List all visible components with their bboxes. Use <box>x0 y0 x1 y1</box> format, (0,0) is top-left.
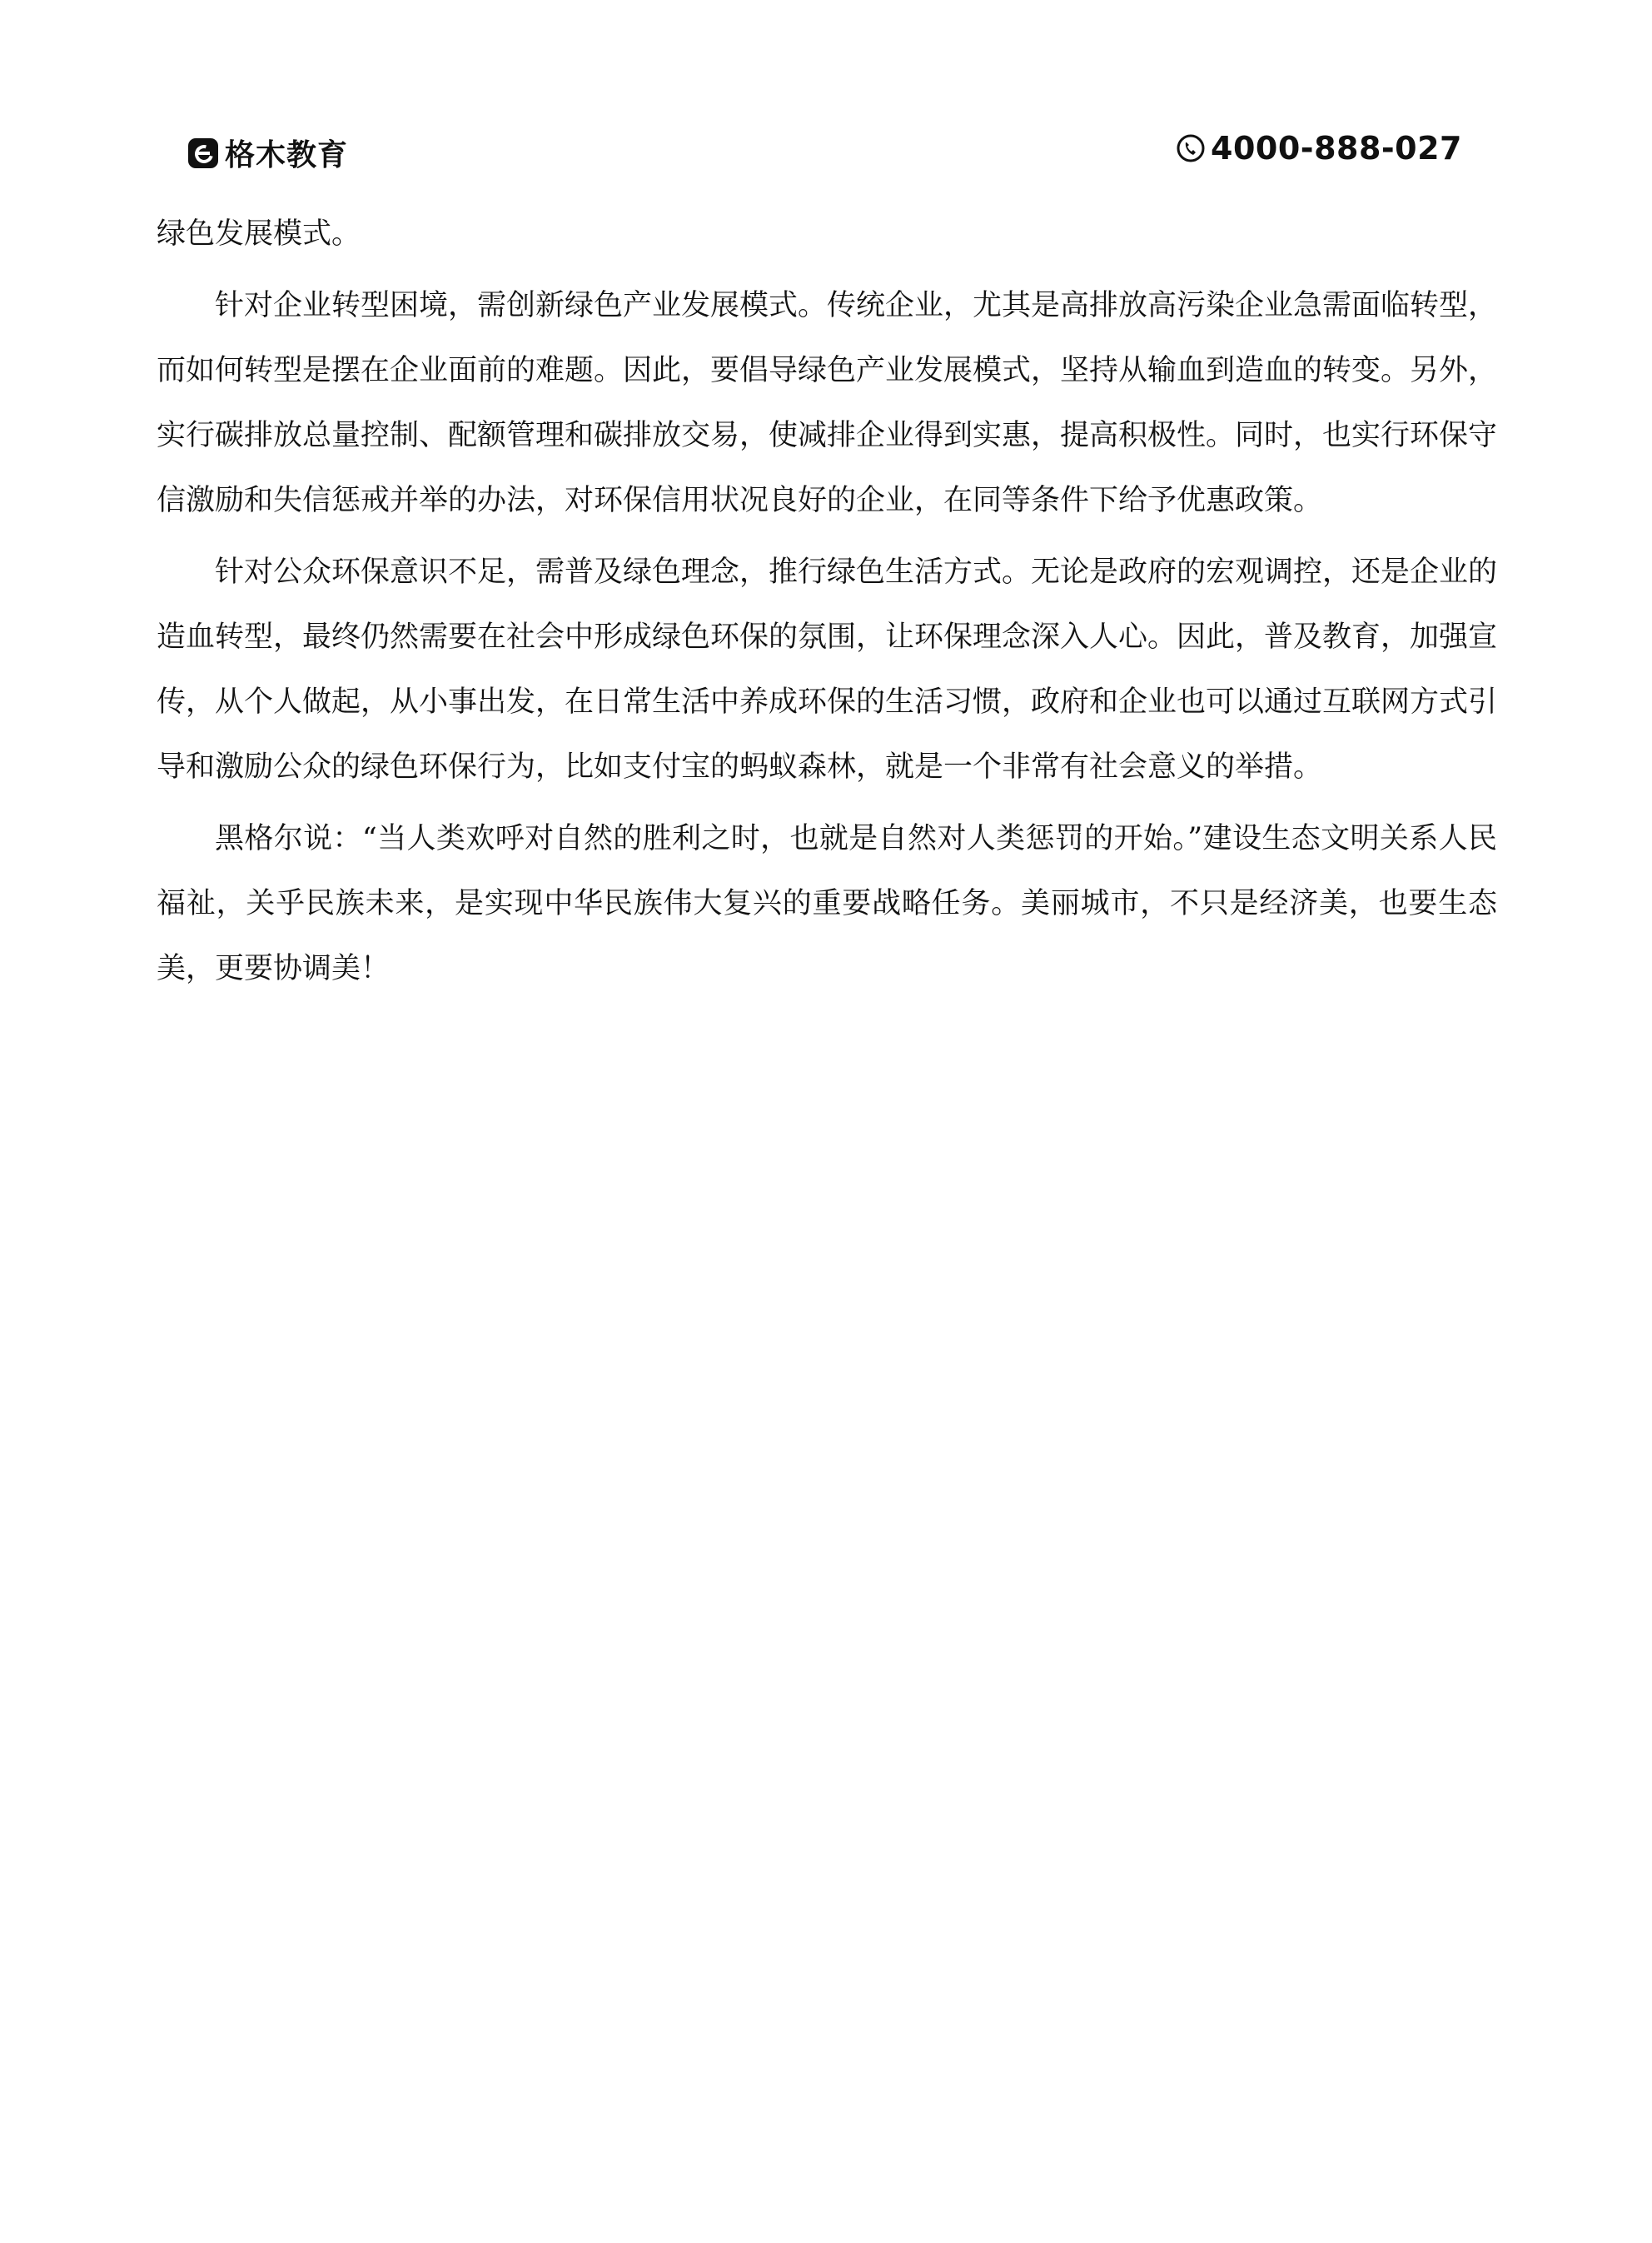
paragraph-continuation: 绿色发展模式。 <box>157 217 361 251</box>
phone-number: 4000-888-027 <box>1211 130 1462 167</box>
document-body <box>157 202 1497 1008</box>
paragraph-green-lifestyle: 针对公众环保意识不足，需普及绿色理念，推行绿色生活方式。无论是政府的宏观调控，还是企业的造血转型，最终仍然需要在社会中形成绿色环保的氛围，让环保理念深入人心。因此，普及教育，加强宣传，从个人做起，从小事出发，在日常生活中养成环保的生活习惯，政府和企业也可以通过互联网方式引导和激励公众的绿色环保行为，比如支付宝的蚂蚁森林，就是一个非常有社会意义的举措。 <box>157 556 1498 784</box>
phone-icon <box>1176 133 1206 163</box>
phone-contact <box>1176 130 1462 167</box>
logo <box>188 132 348 174</box>
e-logo-icon <box>188 138 218 168</box>
paragraph-conclusion: 黑格尔说：“当人类欢呼对自然的胜利之时，也就是自然对人类惩罚的开始。”建设生态文明关系人民福祉，关乎民族未来，是实现中华民族伟大复兴的重要战略任务。美丽城市，不只是经济美，也要生态美，更要协调美！ <box>157 822 1497 985</box>
paragraph-green-industry: 针对企业转型困境，需创新绿色产业发展模式。传统企业，尤其是高排放高污染企业急需面临转型，而如何转型是摆在企业面前的难题。因此，要倡导绿色产业发展模式，坚持从输血到造血的转变。另外，实行碳排放总量控制、配额管理和碳排放交易，使减排企业得到实惠，提高积极性。同时，也实行环保守信激励和失信惩戒并举的办法，对环保信用状况良好的企业，在同等条件下给予优惠政策。 <box>157 289 1498 517</box>
page-header <box>188 125 1462 183</box>
logo-text: 格木教育 <box>225 138 349 172</box>
